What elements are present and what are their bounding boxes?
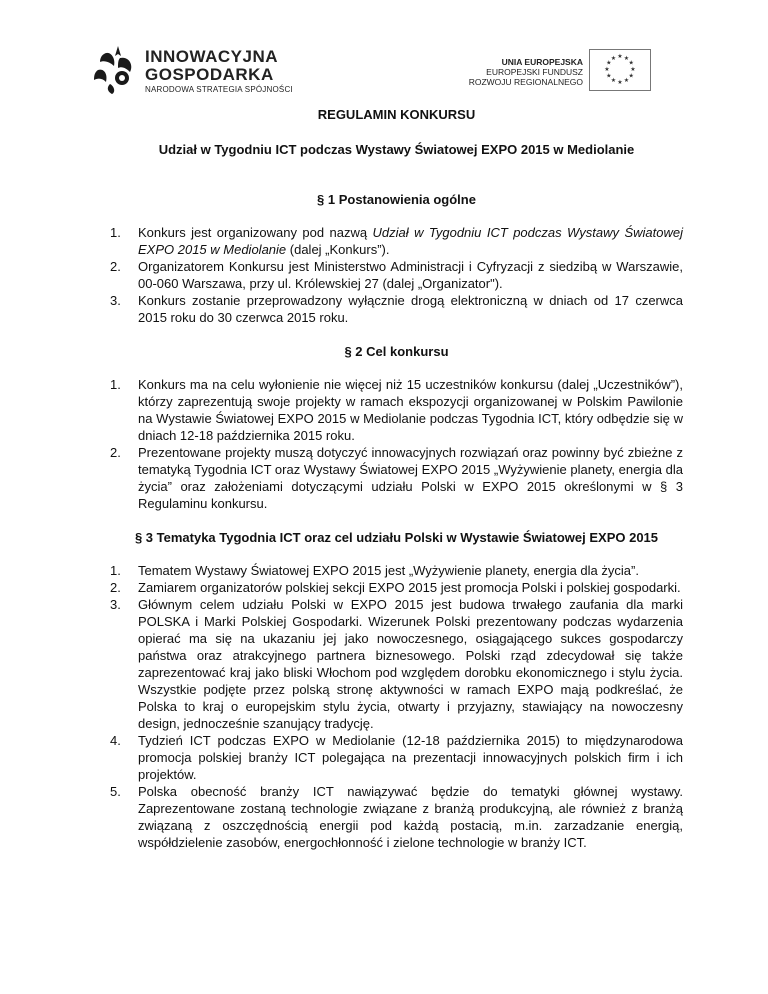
svg-text:★: ★ <box>623 54 630 62</box>
list-item <box>110 732 683 783</box>
list-item <box>110 783 683 851</box>
section-1 <box>110 191 683 326</box>
svg-text:★: ★ <box>630 66 636 73</box>
svg-text:★: ★ <box>606 59 612 67</box>
item-number: 2. <box>110 580 121 595</box>
list-item <box>110 444 683 512</box>
item-text: (dalej „Konkurs”). <box>286 242 390 257</box>
logo-right-line2: EUROPEJSKI FUNDUSZ <box>486 67 583 77</box>
item-text: Tematem Wystawy Światowej EXPO 2015 jest „Wyżywienie planety, energia dla życia”. <box>138 563 639 578</box>
section-heading: § 2 Cel konkursu <box>344 344 449 359</box>
item-number: 1. <box>110 225 121 240</box>
svg-text:★: ★ <box>623 77 630 85</box>
section-1-list <box>110 224 683 326</box>
section-heading: § 1 Postanowienia ogólne <box>317 192 476 207</box>
logo-right-line3: ROZWOJU REGIONALNEGO <box>468 77 583 87</box>
svg-text:★: ★ <box>604 66 610 73</box>
eu-logo-text <box>468 57 583 87</box>
item-text: Prezentowane projekty muszą dotyczyć innowacyjnych rozwiązań oraz powinny być zbieżne z tematyką Tygodnia ICT oraz Wystawy Światowej EXPO 2015 „Wyżywienie planety, energia dla życia” oraz założeniami dotyczącymi udziału Polski w EXPO 2015 określonymi w § 3 Regulaminu konkursu. <box>138 445 683 511</box>
svg-text:★: ★ <box>617 53 623 60</box>
innowacyjna-gospodarka-logo-icon <box>92 44 144 96</box>
svg-text:★: ★ <box>606 72 612 80</box>
logo-left-line3: NARODOWA STRATEGIA SPÓJNOŚCI <box>145 85 293 94</box>
eu-flag-icon <box>589 49 651 91</box>
section-2-list <box>110 376 683 512</box>
section-heading: § 3 Tematyka Tygodnia ICT oraz cel udziału Polski w Wystawie Światowej EXPO 2015 <box>134 530 659 545</box>
regulation-document <box>110 98 683 851</box>
innowacyjna-gospodarka-logo <box>145 48 293 94</box>
item-number: 5. <box>110 784 121 799</box>
item-text-italic: Udział w Tygodniu ICT podczas Wystawy Światowej EXPO 2015 w Mediolanie <box>138 225 683 257</box>
list-item <box>110 224 683 258</box>
document-title: REGULAMIN KONKURSU <box>317 107 476 122</box>
item-text: Głównym celem udziału Polski w EXPO 2015 jest budowa trwałego zaufania dla marki POLSKA i Marki Polskiej Gospodarki. Wizerunek Polski prezentowany podczas wydarzenia opierać ma się na ukazaniu jej jako nowoczesnego, osiągającego sukces gospodarczy państwa oraz atrakcyjnego partnera biznesowego. Polski rząd zdecydował się także zaprezentować kraj jako bliski Włochom pod względem dorobku ekonomicznego i stylu życia. Wszystkie podjęte przez polską stronę aktywności w ramach EXPO mają podkreślać, że Polska to kraj o europejskim stylu życia, otwarty i przyjazny, stawiający na nowoczesny design, jednocześnie szanujący tradycję. <box>138 597 683 731</box>
section-3-list <box>110 562 683 851</box>
document-subtitle: Udział w Tygodniu ICT podczas Wystawy Światowej EXPO 2015 w Mediolanie <box>158 142 635 157</box>
item-text: Polska obecność branży ICT nawiązywać będzie do tematyki głównej wystawy. Zaprezentowane zostaną technologie związane z branżą produkcyjną, ale również z branżą związaną z oszczędnością energii pod każdą postacią, m.in. zarzadzanie energią, współdzielenie zasobów, energochłonność i zielone technologie w branży ICT. <box>138 784 683 850</box>
list-item <box>110 376 683 444</box>
svg-text:★: ★ <box>628 72 634 80</box>
list-item <box>110 579 683 596</box>
item-text: Organizatorem Konkursu jest Ministerstwo Administracji i Cyfryzacji z siedzibą w Warszawie, 00-060 Warszawa, przy ul. Królewskiej 27 (dalej „Organizator"). <box>138 259 683 291</box>
svg-text:★: ★ <box>628 59 634 67</box>
item-number: 2. <box>110 259 121 274</box>
page-header <box>0 0 768 100</box>
item-number: 4. <box>110 733 121 748</box>
list-item <box>110 258 683 292</box>
item-number: 3. <box>110 597 121 612</box>
logo-left-line2: GOSPODARKA <box>145 65 274 84</box>
logo-left-line1: INNOWACYJNA <box>145 47 279 66</box>
section-2 <box>110 343 683 512</box>
item-number: 1. <box>110 563 121 578</box>
list-item <box>110 292 683 326</box>
item-number: 1. <box>110 377 121 392</box>
svg-text:★: ★ <box>617 79 623 86</box>
logo-right-line1: UNIA EUROPEJSKA <box>501 57 583 67</box>
list-item <box>110 596 683 732</box>
svg-text:★: ★ <box>610 54 617 62</box>
item-number: 2. <box>110 445 121 460</box>
svg-text:★: ★ <box>610 77 617 85</box>
section-3 <box>110 529 683 851</box>
item-text: Tydzień ICT podczas EXPO w Mediolanie (12-18 października 2015) to międzynarodowa promocja polskiej branży ICT polegająca na prezentacji innowacyjnych polskich firm i ich projektów. <box>138 733 683 782</box>
list-item <box>110 562 683 579</box>
item-text: Konkurs ma na celu wyłonienie nie więcej niż 15 uczestników konkursu (dalej „Uczestników”), którzy zaprezentują swoje projekty w ramach ekspozycji organizowanej w Polskim Pawilonie na Wystawie Światowej EXPO 2015 w Mediolanie podczas Tygodnia ICT, który odbędzie się w dniach 12-18 października 2015 roku. <box>138 377 683 443</box>
item-text: Zamiarem organizatorów polskiej sekcji EXPO 2015 jest promocja Polski i polskiej gospodarki. <box>138 580 681 595</box>
item-number: 3. <box>110 293 121 308</box>
item-text: Konkurs jest organizowany pod nazwą <box>138 225 373 240</box>
item-text: Konkurs zostanie przeprowadzony wyłącznie drogą elektroniczną w dniach od 17 czerwca 2015 roku do 30 czerwca 2015 roku. <box>138 293 683 325</box>
